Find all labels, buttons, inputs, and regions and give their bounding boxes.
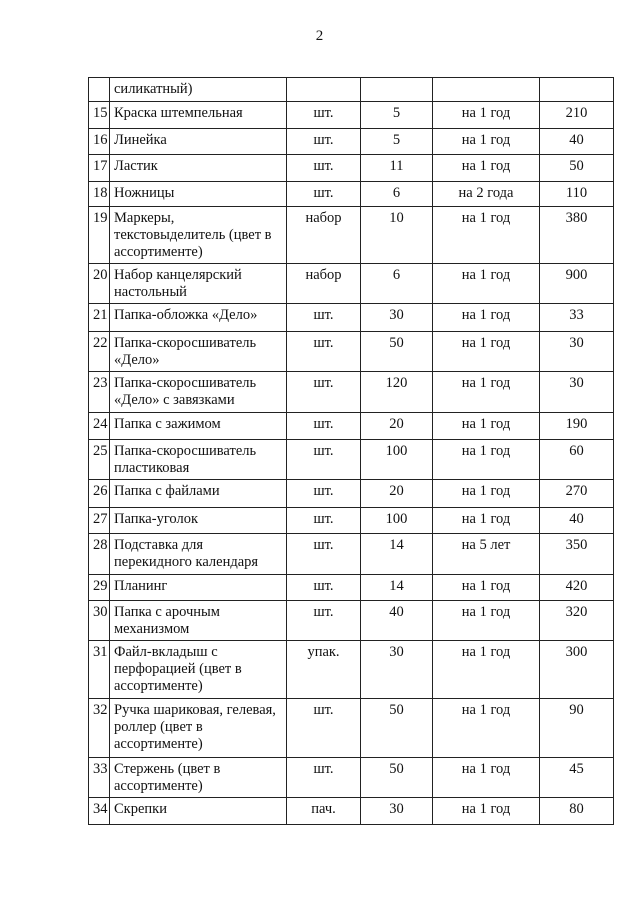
unit-cell: шт. xyxy=(287,372,361,413)
usage-period-cell: на 1 год xyxy=(433,440,540,480)
unit-cell: шт. xyxy=(287,699,361,758)
quantity-cell: 30 xyxy=(361,798,433,825)
usage-period-cell: на 1 год xyxy=(433,129,540,155)
row-number-cell: 32 xyxy=(89,699,110,758)
usage-period-cell: на 1 год xyxy=(433,304,540,332)
unit-cell: шт. xyxy=(287,413,361,440)
item-name-cell: Краска штемпельная xyxy=(110,102,287,129)
row-number-cell: 16 xyxy=(89,129,110,155)
quantity-cell xyxy=(361,78,433,102)
quantity-cell: 120 xyxy=(361,372,433,413)
price-cell: 210 xyxy=(540,102,614,129)
price-cell: 320 xyxy=(540,601,614,641)
table-row xyxy=(89,480,614,508)
unit-cell: шт. xyxy=(287,182,361,207)
unit-cell: шт. xyxy=(287,440,361,480)
price-cell xyxy=(540,78,614,102)
row-number-cell: 26 xyxy=(89,480,110,508)
quantity-cell: 30 xyxy=(361,641,433,699)
row-number-cell: 21 xyxy=(89,304,110,332)
price-cell: 30 xyxy=(540,332,614,372)
item-name-cell: Папка с зажимом xyxy=(110,413,287,440)
table-row xyxy=(89,440,614,480)
quantity-cell: 10 xyxy=(361,207,433,264)
price-cell: 90 xyxy=(540,699,614,758)
table-row xyxy=(89,372,614,413)
table-row xyxy=(89,78,614,102)
item-name-cell: Ножницы xyxy=(110,182,287,207)
item-name-cell: Ручка шариковая, гелевая, роллер (цвет в ассортименте) xyxy=(110,699,287,758)
row-number-cell: 30 xyxy=(89,601,110,641)
price-cell: 110 xyxy=(540,182,614,207)
quantity-cell: 5 xyxy=(361,102,433,129)
usage-period-cell: на 1 год xyxy=(433,102,540,129)
item-name-cell: Папка с файлами xyxy=(110,480,287,508)
table-row xyxy=(89,798,614,825)
unit-cell: шт. xyxy=(287,758,361,798)
table-row xyxy=(89,155,614,182)
table-row xyxy=(89,304,614,332)
price-cell: 30 xyxy=(540,372,614,413)
usage-period-cell: на 1 год xyxy=(433,508,540,534)
table-row xyxy=(89,102,614,129)
item-name-cell: силикатный) xyxy=(110,78,287,102)
item-name-cell: Ластик xyxy=(110,155,287,182)
table-row xyxy=(89,129,614,155)
usage-period-cell: на 1 год xyxy=(433,758,540,798)
unit-cell: упак. xyxy=(287,641,361,699)
item-name-cell: Скрепки xyxy=(110,798,287,825)
quantity-cell: 6 xyxy=(361,264,433,304)
quantity-cell: 20 xyxy=(361,413,433,440)
usage-period-cell: на 1 год xyxy=(433,480,540,508)
row-number-cell xyxy=(89,78,110,102)
row-number-cell: 20 xyxy=(89,264,110,304)
usage-period-cell: на 5 лет xyxy=(433,534,540,575)
table-row xyxy=(89,758,614,798)
table-row xyxy=(89,575,614,601)
usage-period-cell: на 2 года xyxy=(433,182,540,207)
price-cell: 40 xyxy=(540,129,614,155)
item-name-cell: Файл-вкладыш с перфорацией (цвет в ассортименте) xyxy=(110,641,287,699)
row-number-cell: 34 xyxy=(89,798,110,825)
supplies-table xyxy=(88,77,614,825)
usage-period-cell: на 1 год xyxy=(433,155,540,182)
usage-period-cell xyxy=(433,78,540,102)
row-number-cell: 25 xyxy=(89,440,110,480)
table-row xyxy=(89,264,614,304)
table-row xyxy=(89,182,614,207)
quantity-cell: 50 xyxy=(361,699,433,758)
price-cell: 190 xyxy=(540,413,614,440)
usage-period-cell: на 1 год xyxy=(433,641,540,699)
price-cell: 33 xyxy=(540,304,614,332)
quantity-cell: 30 xyxy=(361,304,433,332)
item-name-cell: Папка с арочным механизмом xyxy=(110,601,287,641)
row-number-cell: 28 xyxy=(89,534,110,575)
row-number-cell: 18 xyxy=(89,182,110,207)
table-row xyxy=(89,413,614,440)
quantity-cell: 50 xyxy=(361,332,433,372)
quantity-cell: 100 xyxy=(361,440,433,480)
unit-cell: набор xyxy=(287,207,361,264)
usage-period-cell: на 1 год xyxy=(433,207,540,264)
quantity-cell: 50 xyxy=(361,758,433,798)
quantity-cell: 20 xyxy=(361,480,433,508)
row-number-cell: 29 xyxy=(89,575,110,601)
usage-period-cell: на 1 год xyxy=(433,413,540,440)
row-number-cell: 19 xyxy=(89,207,110,264)
unit-cell: шт. xyxy=(287,102,361,129)
table-row xyxy=(89,207,614,264)
item-name-cell: Папка-скоросшиватель «Дело» xyxy=(110,332,287,372)
usage-period-cell: на 1 год xyxy=(433,575,540,601)
price-cell: 50 xyxy=(540,155,614,182)
usage-period-cell: на 1 год xyxy=(433,601,540,641)
item-name-cell: Маркеры, текстовыделитель (цвет в ассортименте) xyxy=(110,207,287,264)
unit-cell: шт. xyxy=(287,480,361,508)
usage-period-cell: на 1 год xyxy=(433,332,540,372)
row-number-cell: 17 xyxy=(89,155,110,182)
usage-period-cell: на 1 год xyxy=(433,699,540,758)
item-name-cell: Папка-уголок xyxy=(110,508,287,534)
item-name-cell: Стержень (цвет в ассортименте) xyxy=(110,758,287,798)
unit-cell: пач. xyxy=(287,798,361,825)
quantity-cell: 14 xyxy=(361,575,433,601)
price-cell: 420 xyxy=(540,575,614,601)
usage-period-cell: на 1 год xyxy=(433,372,540,413)
usage-period-cell: на 1 год xyxy=(433,798,540,825)
unit-cell: шт. xyxy=(287,304,361,332)
item-name-cell: Папка-скоросшиватель «Дело» с завязками xyxy=(110,372,287,413)
unit-cell: шт. xyxy=(287,601,361,641)
unit-cell: шт. xyxy=(287,534,361,575)
usage-period-cell: на 1 год xyxy=(433,264,540,304)
row-number-cell: 31 xyxy=(89,641,110,699)
item-name-cell: Папка-скоросшиватель пластиковая xyxy=(110,440,287,480)
price-cell: 380 xyxy=(540,207,614,264)
price-cell: 60 xyxy=(540,440,614,480)
price-cell: 900 xyxy=(540,264,614,304)
row-number-cell: 22 xyxy=(89,332,110,372)
table-row xyxy=(89,641,614,699)
table-row xyxy=(89,508,614,534)
table-row xyxy=(89,601,614,641)
price-cell: 80 xyxy=(540,798,614,825)
page-number: 2 xyxy=(315,28,324,44)
item-name-cell: Набор канцелярский настольный xyxy=(110,264,287,304)
price-cell: 350 xyxy=(540,534,614,575)
row-number-cell: 23 xyxy=(89,372,110,413)
unit-cell xyxy=(287,78,361,102)
unit-cell: шт. xyxy=(287,508,361,534)
table-row xyxy=(89,534,614,575)
table-row xyxy=(89,699,614,758)
unit-cell: шт. xyxy=(287,129,361,155)
quantity-cell: 14 xyxy=(361,534,433,575)
quantity-cell: 5 xyxy=(361,129,433,155)
quantity-cell: 40 xyxy=(361,601,433,641)
row-number-cell: 24 xyxy=(89,413,110,440)
price-cell: 40 xyxy=(540,508,614,534)
item-name-cell: Планинг xyxy=(110,575,287,601)
item-name-cell: Папка-обложка «Дело» xyxy=(110,304,287,332)
row-number-cell: 15 xyxy=(89,102,110,129)
table-row xyxy=(89,332,614,372)
price-cell: 45 xyxy=(540,758,614,798)
price-cell: 300 xyxy=(540,641,614,699)
unit-cell: набор xyxy=(287,264,361,304)
row-number-cell: 27 xyxy=(89,508,110,534)
item-name-cell: Линейка xyxy=(110,129,287,155)
unit-cell: шт. xyxy=(287,155,361,182)
unit-cell: шт. xyxy=(287,575,361,601)
quantity-cell: 11 xyxy=(361,155,433,182)
item-name-cell: Подставка для перекидного календаря xyxy=(110,534,287,575)
table-body xyxy=(89,78,614,825)
quantity-cell: 100 xyxy=(361,508,433,534)
row-number-cell: 33 xyxy=(89,758,110,798)
unit-cell: шт. xyxy=(287,332,361,372)
price-cell: 270 xyxy=(540,480,614,508)
quantity-cell: 6 xyxy=(361,182,433,207)
